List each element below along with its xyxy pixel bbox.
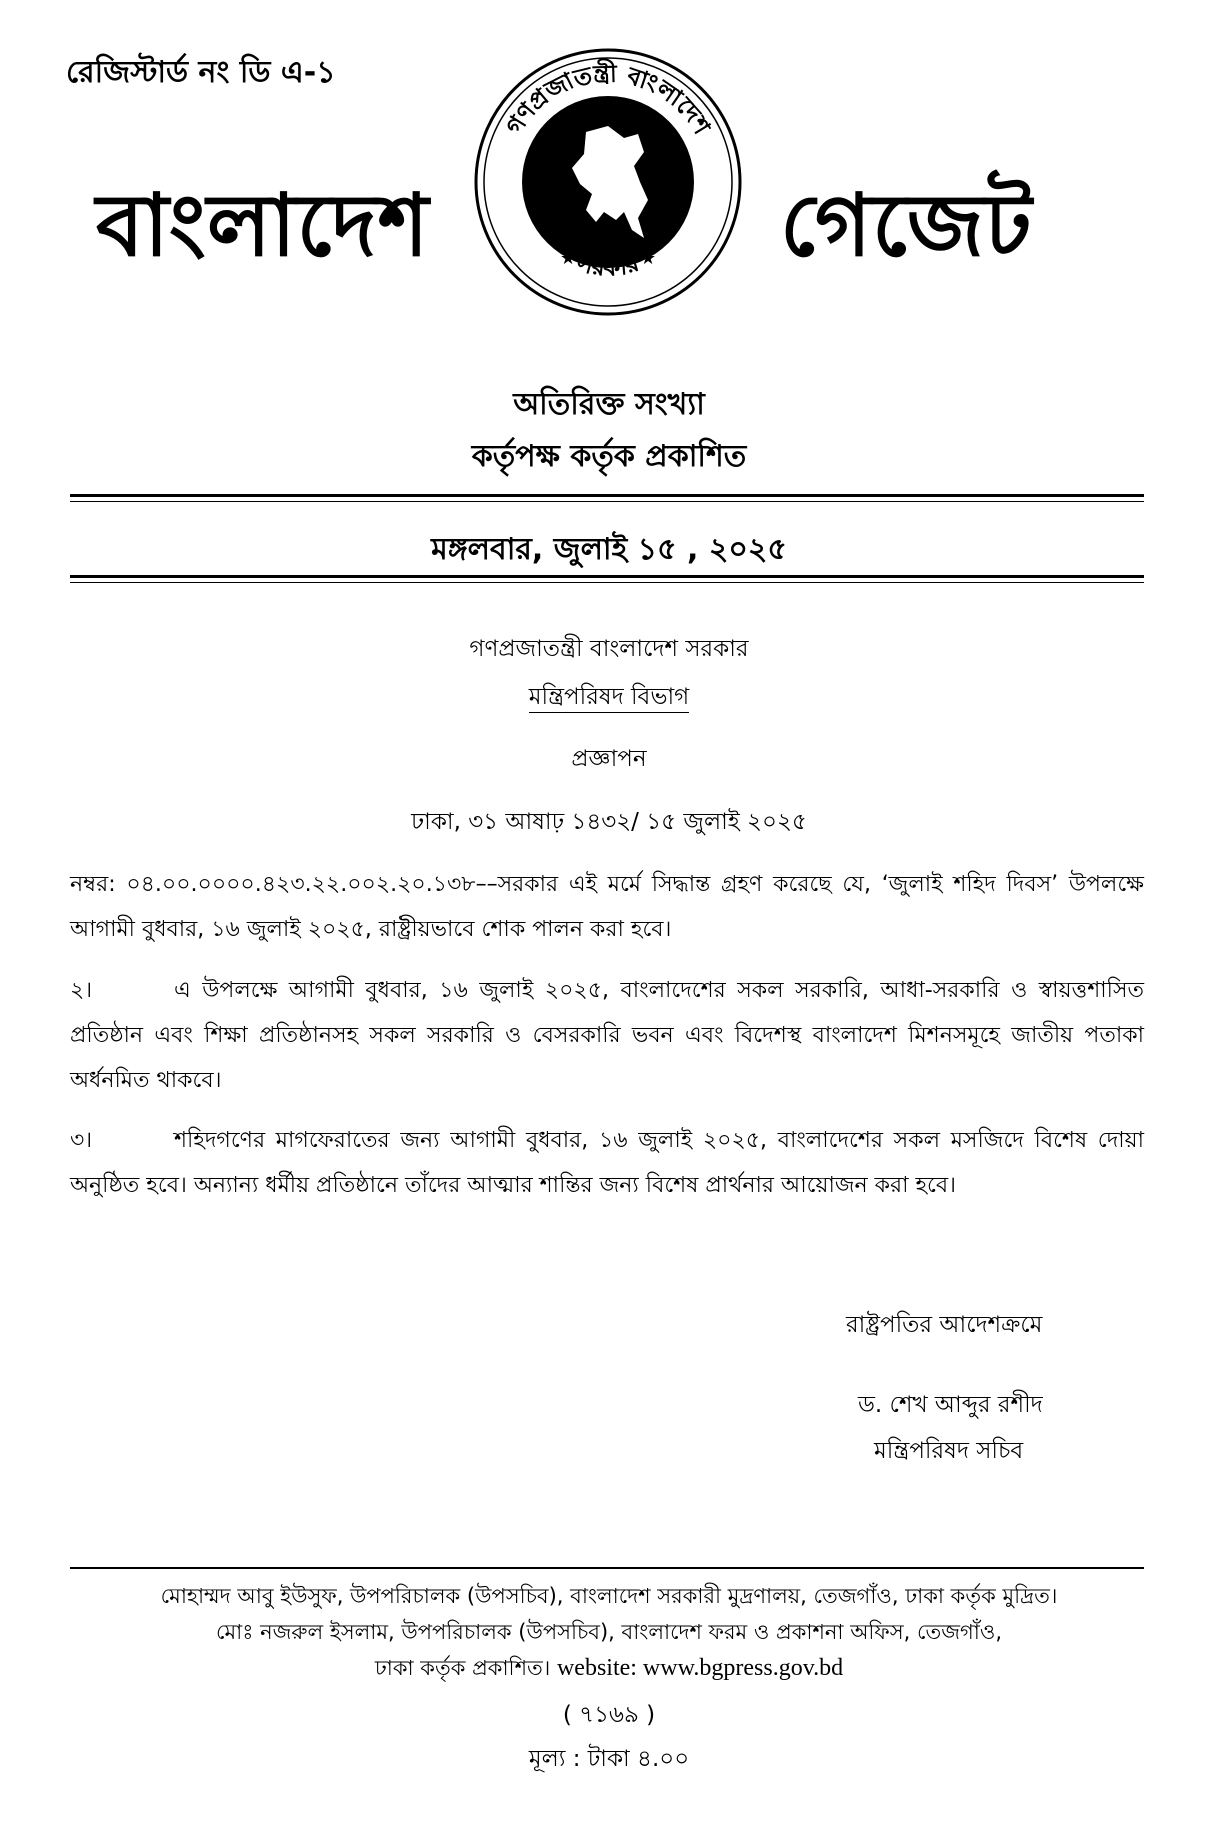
paragraph-1 — [70, 862, 1144, 952]
place-date: ঢাকা, ৩১ আষাঢ় ১৪৩২/ ১৫ জুলাই ২০২৫ — [411, 809, 807, 835]
page-number: ( ৭১৬৯ ) — [562, 1702, 656, 1728]
svg-text:★: ★ — [640, 248, 657, 269]
paragraph-text: শহিদগণের মাগফেরাতের জন্য আগামী বুধবার, ১৬ জুলাই ২০২৫, বাংলাদেশের সকল মসজিদে বিশেষ দোয়া অনুষ্ঠিত হবে। অন্যান্য ধর্মীয় প্রতিষ্ঠানে তাঁদের আত্মার শান্তির জন্য বিশেষ প্রার্থনার আয়োজন করা হবে। — [70, 1128, 1144, 1198]
signatory-name: ড. শেখ আব্দুর রশীদ — [858, 1392, 1043, 1418]
notice-type: প্রজ্ঞাপন — [571, 746, 647, 772]
government-seal-icon — [468, 42, 748, 322]
published-by-city: ঢাকা কর্তৃক প্রকাশিত। — [374, 1656, 551, 1680]
paragraph-number: ২। — [70, 978, 93, 1003]
paragraph-3 — [70, 1118, 1144, 1208]
paragraph-2 — [70, 968, 1144, 1103]
paragraph-text: নম্বর: ০৪.০০.০০০০.৪২৩.২২.০০২.২০.১৩৮––সরকার এই মর্মে সিদ্ধান্ত গ্রহণ করেছে যে, ‘জুলাই শহিদ দিবস’ উপলক্ষে আগামী বুধবার, ১৬ জুলাই ২০২৫, রাষ্ট্রীয়ভাবে শোক পালন করা হবে। — [70, 872, 1144, 942]
svg-text:★: ★ — [658, 219, 676, 243]
government-name: গণপ্রজাতন্ত্রী বাংলাদেশ সরকার — [469, 636, 749, 662]
divider — [70, 494, 1144, 497]
published-by-continued — [0, 1652, 1218, 1687]
paragraph-text: এ উপলক্ষে আগামী বুধবার, ১৬ জুলাই ২০২৫, বাংলাদেশের সকল সরকারি, আধা-সরকারি ও স্বায়ত্তশাসিত প্রতিষ্ঠান এবং শিক্ষা প্রতিষ্ঠানসহ সকল সরকারি ও বেসরকারি ভবন এবং বিদেশস্থ বাংলাদেশ মিশনসমূহে জাতীয় পতাকা অর্ধনমিত থাকবে। — [70, 978, 1144, 1093]
printed-by: মোহাম্মদ আবু ইউসুফ, উপপরিচালক (উপসচিব), বাংলাদেশ সরকারী মুদ্রণালয়, তেজগাঁও, ঢাকা কর্তৃক মুদ্রিত। — [160, 1584, 1058, 1608]
paragraph-number: ৩। — [70, 1128, 93, 1153]
gazette-title-bangladesh: বাংলাদেশ — [96, 176, 430, 276]
seal-bottom-text: সরকার — [573, 248, 643, 283]
published-by-authority: কর্তৃপক্ষ কর্তৃক প্রকাশিত — [471, 439, 747, 474]
extra-issue-label: অতিরিক্ত সংখ্যা — [513, 387, 705, 422]
division-name: মন্ত্রিপরিষদ বিভাগ — [0, 678, 1218, 717]
svg-text:★: ★ — [542, 219, 560, 243]
signatory-designation: মন্ত্রিপরিষদ সচিব — [874, 1438, 1024, 1464]
published-by: মোঃ নজরুল ইসলাম, উপপরিচালক (উপসচিব), বাংলাদেশ ফরম ও প্রকাশনা অফিস, তেজগাঁও, — [215, 1620, 1003, 1644]
price: মূল্য : টাকা ৪.০০ — [528, 1746, 690, 1772]
order-line: রাষ্ট্রপতির আদেশক্রমে — [846, 1312, 1043, 1338]
registration-number: রেজিস্টার্ড নং ডি এ-১ — [66, 55, 336, 90]
website-link[interactable]: website: www.bgpress.gov.bd — [556, 1655, 844, 1681]
divider — [70, 582, 1144, 583]
footer-divider — [70, 1567, 1144, 1569]
issue-date: মঙ্গলবার, জুলাই ১৫ , ২০২৫ — [431, 532, 787, 567]
seal-top-text: গণপ্রজাতন্ত্রী বাংলাদেশ — [500, 59, 716, 140]
svg-text:★: ★ — [560, 248, 577, 269]
divider — [70, 575, 1144, 578]
divider — [70, 501, 1144, 502]
gazette-title-gazette: গেজেট — [780, 176, 1033, 276]
